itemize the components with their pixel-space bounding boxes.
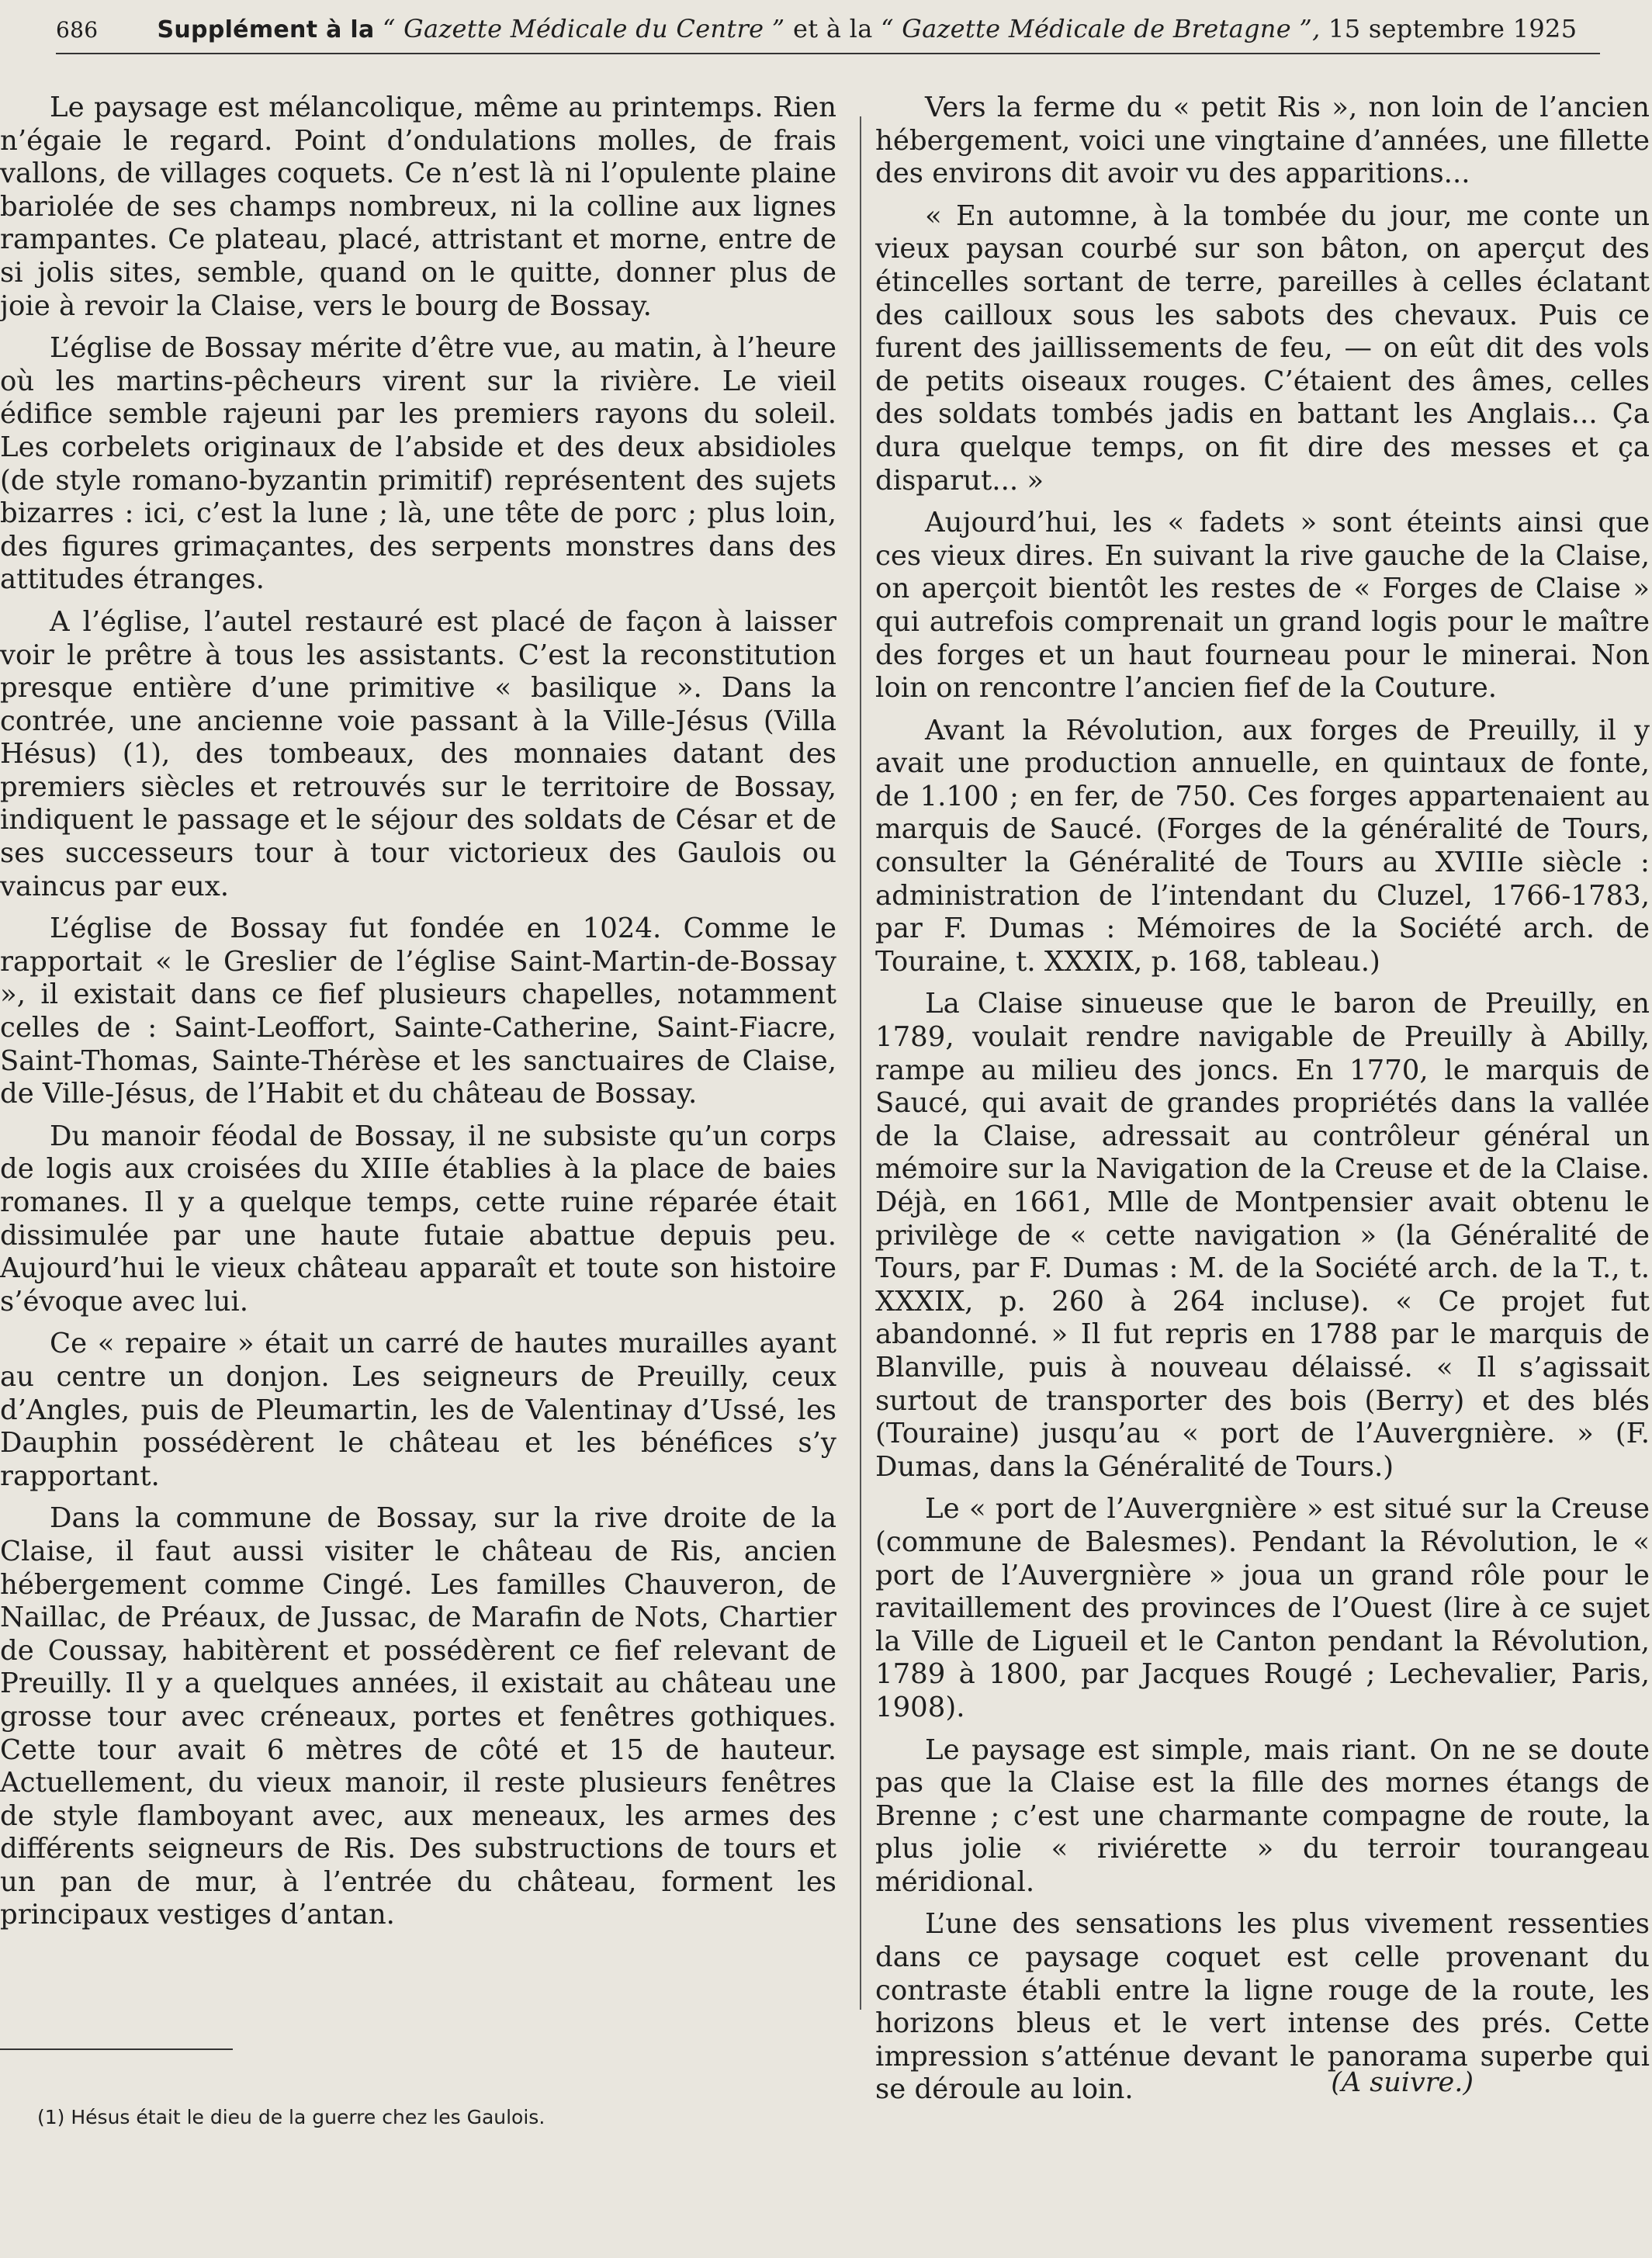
paragraph: Le paysage est mélancolique, même au printemps. Rien n’égaie le regard. Point d’ondulations molles, de frais vallons, de villages coquets. Ce n’est là ni l’opulente plaine bariolée de ses champs nombreux, ni la colline aux lignes rampantes. Ce plateau, placé, attristant et morne, entre de si jolis sites, semble, quand on le quitte, donner plus de joie à revoir la Claise, vers le bourg de Bossay. (0, 92, 836, 322)
paragraph: Dans la commune de Bossay, sur la rive droite de la Claise, il faut aussi visiter le château de Ris, ancien hébergement comme Cingé. Les familles Chauveron, de Naillac, de Préaux, de Jussac, de Marafin de Nots, Chartier de Coussay, habitèrent et possédèrent ce fief relevant de Preuilly. Il y a quelques années, il existait au château une grosse tour avec créneaux, portes et fenêtres gothiques. Cette tour avait 6 mètres de côté et 15 de hauteur. Actuellement, du vieux manoir, il reste plusieurs fenêtres de style flamboyant avec, aux meneaux, les armes des différents seigneurs de Ris. Des substructions de tours et un pan de mur, à l’entrée du château, forment les principaux vestiges d’antan. (0, 1502, 836, 1931)
footnote-rule (0, 2048, 233, 2050)
left-column (0, 92, 836, 1941)
paragraph: Le paysage est simple, mais riant. On ne se doute pas que la Claise est la fille des mornes étangs de Brenne ; c’est une charmante compagne de route, la plus jolie « riviérette » du terroir tourangeau méridional. (875, 1733, 1650, 1898)
header-gazette-centre: “ Gazette Médicale du Centre ” (382, 14, 785, 43)
paragraph: L’église de Bossay mérite d’être vue, au matin, à l’heure où les martins-pêcheurs virent sur la rivière. Le vieil édifice semble rajeuni par les premiers rayons du soleil. Les corbelets originaux de l’abside et des deux absidioles (de style romano-byzantin primitif) représentent des sujets bizarres : ici, c’est la lune ; là, une tête de porc ; plus loin, des figures grimaçantes, des serpents monstres dans des attitudes étranges. (0, 332, 836, 596)
paragraph: A l’église, l’autel restauré est placé de façon à laisser voir le prêtre à tous les assistants. C’est la reconstitution presque entière d’une primitive « basilique ». Dans la contrée, une ancienne voie passant à la Ville-Jésus (Villa Hésus) (1), des tombeaux, des monnaies datant des premiers siècles et retrouvés sur le territoire de Bossay, indiquent le passage et le séjour des soldats de César et de ses successeurs tour à tour victorieux des Gaulois ou vaincus par eux. (0, 605, 836, 902)
paragraph: « En automne, à la tombée du jour, me conte un vieux paysan courbé sur son bâton, on aperçut des étincelles sortant de terre, pareilles à celles éclatant des cailloux sous les sabots des chevaux. Puis ce furent des jaillissements de feu, — on eût dit des vols de petits oiseaux rouges. C’étaient des âmes, celles des soldats tombés jadis en battant les Anglais... Ça dura quelque temps, on fit dire des messes et ça disparut... » (875, 199, 1650, 497)
header-prefix: Supplément à la (157, 16, 375, 43)
paragraph: Du manoir féodal de Bossay, il ne subsiste qu’un corps de logis aux croisées du XIIIe établies à la place de baies romanes. Il y a quelque temps, cette ruine réparée était dissimulée par une haute futaie abattue depuis peu. Aujourd’hui le vieux château apparaît et toute son histoire s’évoque avec lui. (0, 1120, 836, 1318)
paragraph: Vers la ferme du « petit Ris », non loin de l’ancien hébergement, voici une vingtaine d’années, une fillette des environs dit avoir vu des apparitions... (875, 92, 1650, 190)
running-header (56, 6, 1600, 54)
to-be-continued: (A suivre.) (1331, 2067, 1474, 2098)
header-date: 15 septembre 1925 (1328, 14, 1578, 43)
column-divider (860, 116, 861, 2010)
page-number: 686 (56, 17, 99, 43)
paragraph: Aujourd’hui, les « fadets » sont éteints ainsi que ces vieux dires. En suivant la rive gauche de la Claise, on aperçoit bientôt les restes de « Forges de Claise » qui autrefois comprenait un grand logis pour le maître des forges et un haut fourneau pour le minerai. Non loin on rencontre l’ancien fief de la Couture. (875, 507, 1650, 705)
paragraph: L’église de Bossay fut fondée en 1024. Comme le rapportait « le Greslier de l’église Saint-Martin-de-Bossay », il existait dans ce fief plusieurs chapelles, notamment celles de : Saint-Leoffort, Sainte-Catherine, Saint-Fiacre, Saint-Thomas, Sainte-Thérèse et les sanctuaires de Claise, de Ville-Jésus, de l’Habit et du château de Bossay. (0, 913, 836, 1110)
paragraph: Avant la Révolution, aux forges de Preuilly, il y avait une production annuelle, en quintaux de fonte, de 1.100 ; en fer, de 750. Ces forges appartenaient au marquis de Saucé. (Forges de la généralité de Tours, consulter la Généralité de Tours au XVIIIe siècle : administration de l’intendant du Cluzel, 1766-1783, par F. Dumas : Mémoires de la Société arch. de Touraine, t. XXXIX, p. 168, tableau.) (875, 714, 1650, 978)
header-gazette-bretagne: “ Gazette Médicale de Bretagne ”, (881, 14, 1321, 43)
paragraph: Le « port de l’Auvergnière » est situé sur la Creuse (commune de Balesmes). Pendant la Révolution, le « port de l’Auvergnière » joua un grand rôle pour le ravitaillement des provinces de l’Ouest (lire à ce sujet la Ville de Ligueil et le Canton pendant la Révolution, 1789 à 1800, par Jacques Rougé ; Lechevalier, Paris, 1908). (875, 1493, 1650, 1723)
footnote: (1) Hésus était le dieu de la guerre chez les Gaulois. (37, 2106, 545, 2128)
paragraph: La Claise sinueuse que le baron de Preuilly, en 1789, voulait rendre navigable de Preuilly à Abilly, rampe au milieu des joncs. En 1770, le marquis de Saucé, qui avait de grandes propriétés dans la vallée de la Claise, adressait au contrôleur général un mémoire sur la Navigation de la Creuse et de la Claise. Déjà, en 1661, Mlle de Montpensier avait obtenu le privilège de « cette navigation » (la Généralité de Tours, par F. Dumas : M. de la Société arch. de la T., t. XXXIX, p. 260 à 264 incluse). « Ce projet fut abandonné. » Il fut repris en 1788 par le marquis de Blanville, puis à nouveau délaissé. « Il s’agissait surtout de transporter des bois (Berry) et des blés (Touraine) jusqu’au « port de l’Auvergnière. » (F. Dumas, dans la Généralité de Tours.) (875, 988, 1650, 1483)
right-column (875, 92, 1650, 2116)
paragraph: L’une des sensations les plus vivement ressenties dans ce paysage coquet est celle provenant du contraste établi entre la ligne rouge de la route, les horizons bleus et le vert intense des prés. Cette impression s’atténue devant le panorama superbe qui se déroule au loin. (875, 1908, 1650, 2106)
header-middle: et à la (792, 14, 873, 43)
paragraph: Ce « repaire » était un carré de hautes murailles ayant au centre un donjon. Les seigneurs de Preuilly, ceux d’Angles, puis de Pleumartin, les de Valentinay d’Ussé, les Dauphin possédèrent le château et les bénéfices s’y rapportant. (0, 1328, 836, 1492)
